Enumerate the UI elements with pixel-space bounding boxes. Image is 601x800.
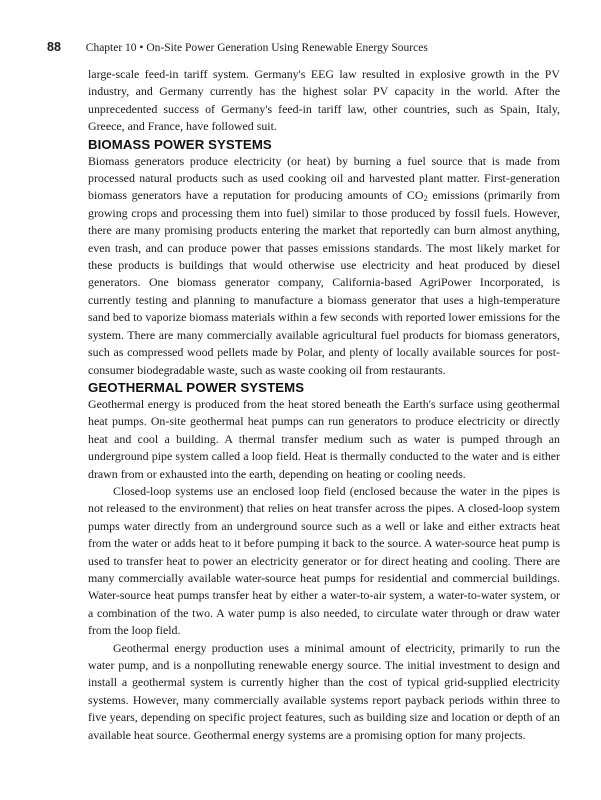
page-body <box>88 66 560 744</box>
biomass-heading: BIOMASS POWER SYSTEMS <box>88 136 272 152</box>
page-number: 88 <box>47 40 61 54</box>
intro-paragraph: large-scale feed-in tariff system. Germany's EEG law resulted in explosive growth in the PV industry, and Germany currently has the highest solar PV capacity in the world. After the unprecedented success of Germany's feed-in tariff law, other countries, such as Spain, Italy, Greece, and France, have followed suit. <box>88 67 560 134</box>
biomass-paragraph <box>88 153 560 379</box>
co2-base: CO <box>406 188 424 203</box>
geothermal-heading: GEOTHERMAL POWER SYSTEMS <box>88 379 305 395</box>
co2-formula <box>407 188 428 202</box>
page-header <box>47 40 567 54</box>
geothermal-paragraph-2: Closed-loop systems use an enclosed loop field (enclosed because the water in the pipes is not released to the environment) that relies on heat transfer across the pipes. A closed-loop system pumps water directly from an underground source such as a well or lake and either extracts heat from the water or adds heat to it before pumping it back to the source. A water-source heat pump is used to transfer heat to power an electricity generator or for direct heating and cooling. There are many commercially available water-source heat pumps for residential and commercial buildings. Water-source heat pumps transfer heat by either a water-to-air system, a water-to-water system, or a combination of the two. A water pump is also needed, to circulate water through or draw water from the loop field. <box>88 483 560 638</box>
geothermal-paragraph-1: Geothermal energy is produced from the heat stored beneath the Earth's surface using geothermal heat pumps. On-site geothermal heat pumps can run generators to produce electricity or directly heat and cool a building. A thermal transfer medium such as water is pumped through an underground pipe system called a loop field. Heat is thermally conducted to the water and is either drawn from or exhausted into the earth, depending on heating or cooling needs. <box>88 396 560 481</box>
geothermal-paragraph-3: Geothermal energy production uses a minimal amount of electricity, primarily to run the water pump, and is a nonpolluting renewable energy source. The initial investment to design and install a geothermal system is currently higher than the cost of typical grid-supplied electricity systems. However, many commercially available systems report payback periods within three to five years, depending on specific project features, such as building size and location or depth of an available heat source. Geothermal energy systems are a promising option for many projects. <box>88 640 560 742</box>
co2-subscript: 2 <box>423 193 428 204</box>
biomass-text-part-2: emissions (primarily from growing crops and processing them into fuel) similar to those produced by fossil fuels. However, there are many promising products entering the market that reportedly can burn almost anything, even trash, and can produce power that passes emissions standards. The most likely market for these products is buildings that would otherwise use electricity and heat produced by diesel generators. One biomass generator company, California-based AgriPower Incorporated, is currently testing and planning to manufacture a biomass generator that uses a high-temperature sand bed to vaporize biomass materials within a few seconds with reported lower emissions for the system. There are many commercially available agricultural fuel products for biomass generators, such as compressed wood pellets made by Polar, and plenty of locally available sources for post-consumer biodegradable waste, such as waste cooking oil from restaurants. <box>88 188 560 377</box>
biomass-text-part-1: Biomass generators produce electricity (or heat) by burning a fuel source that is made from processed natural products such as used cooking oil and harvested plant matter. First-generation biomass generators have a reputation for producing amounts of <box>88 153 560 203</box>
running-head: Chapter 10 • On-Site Power Generation Using Renewable Energy Sources <box>85 42 428 54</box>
